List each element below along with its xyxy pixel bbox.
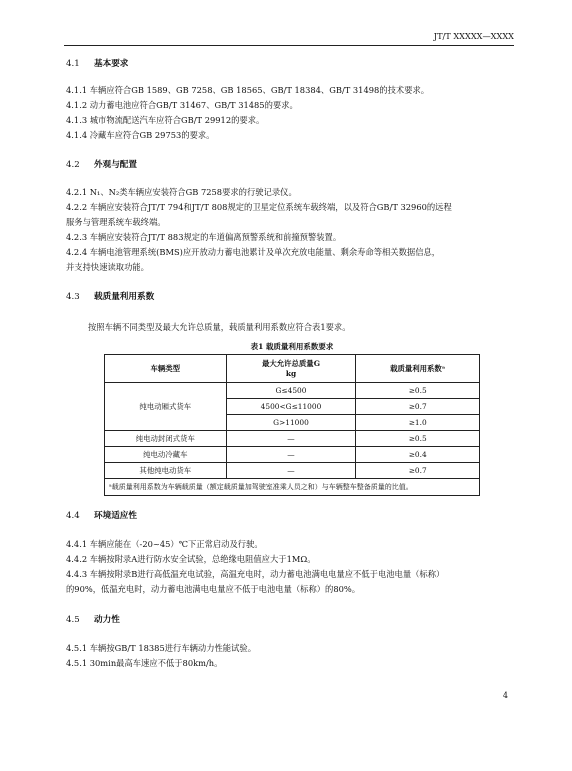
cell-coefficient: ≥0.5: [356, 431, 480, 447]
requirements-table: [104, 354, 480, 496]
section-number: 4.1: [66, 59, 80, 69]
page-number: 4: [502, 691, 508, 700]
paragraph-4-4-2: 4.4.2 车辆按附录A进行防水安全试验，总绝缘电阻值应大于1MΩ。: [66, 554, 316, 564]
table-row: [105, 383, 480, 399]
cell-vehicle-type: 纯电动厢式货车: [105, 383, 227, 431]
paragraph-4-5-1: 4.5.1 车辆按GB/T 18385进行车辆动力性能试验。: [66, 643, 256, 653]
paragraph-4-5-2: 4.5.1 30min最高车速应不低于80km/h。: [66, 658, 223, 668]
table-row: [105, 431, 480, 447]
section-title: 环境适应性: [94, 511, 137, 521]
paragraph-4-2-4-line2: 并支持快速读取功能。: [66, 262, 149, 272]
cell-coefficient: ≥1.0: [356, 415, 480, 431]
cell-vehicle-type: 纯电动冷藏车: [105, 447, 227, 463]
section-heading-4-1: [66, 58, 128, 70]
section-number: 4.4: [66, 511, 80, 521]
cell-mass: 4500<G≤11000: [226, 399, 356, 415]
paragraph-4-2-4-line1: 4.2.4 车辆电池管理系统(BMS)应开放动力蓄电池累计及单次充放电能量、剩余寿命等相关数据信息，: [66, 247, 441, 257]
cell-mass: —: [226, 431, 356, 447]
section-number: 4.2: [66, 160, 80, 170]
section-title: 动力性: [94, 615, 120, 625]
section-heading-4-3: [66, 291, 154, 303]
paragraph-4-4-3-line2: 的90%，低温充电时，动力蓄电池满电电量应不低于电池电量（标称）的80%。: [66, 584, 361, 594]
header-vehicle-type: 车辆类型: [105, 355, 227, 383]
paragraph-4-2-1: 4.2.1 N₁、N₂类车辆应安装符合GB 7258要求的行驶记录仪。: [66, 187, 297, 197]
header-max-mass-label: 最大允许总质量G: [261, 358, 320, 368]
paragraph-4-1-4: 4.1.4 冷藏车应符合GB 29753的要求。: [66, 130, 215, 140]
table-caption: 表1 载质量利用系数要求: [250, 342, 334, 351]
paragraph-4-1-1: 4.1.1 车辆应符合GB 1589、GB 7258、GB 18565、GB/T 18384、GB/T 31498的技术要求。: [66, 85, 430, 95]
document-code: JT/T XXXXX—XXXX: [433, 31, 514, 41]
cell-coefficient: ≥0.4: [356, 447, 480, 463]
cell-mass: G≤4500: [226, 383, 356, 399]
table-row: [105, 463, 480, 479]
paragraph-4-3-intro: 按照车辆不同类型及最大允许总质量，载质量利用系数应符合表1要求。: [88, 322, 351, 332]
cell-mass: —: [226, 463, 356, 479]
section-heading-4-2: [66, 159, 137, 171]
section-heading-4-5: [66, 614, 120, 626]
section-title: 基本要求: [94, 59, 129, 69]
section-number: 4.5: [66, 615, 80, 625]
section-title: 外观与配置: [94, 160, 137, 170]
cell-vehicle-type: 其他纯电动货车: [105, 463, 227, 479]
section-title: 载质量利用系数: [94, 292, 155, 302]
cell-mass: —: [226, 447, 356, 463]
cell-mass: G>11000: [226, 415, 356, 431]
paragraph-4-2-3: 4.2.3 车辆应安装符合JT/T 883规定的车道偏离预警系统和前撞预警装置。: [66, 232, 342, 242]
table-header-row: [105, 355, 480, 383]
header-rule: [64, 45, 514, 46]
paragraph-4-2-2-line1: 4.2.2 车辆应安装符合JT/T 794和JT/T 808规定的卫星定位系统车载终端，以及符合GB/T 32960的远程: [66, 202, 452, 212]
paragraph-4-1-2: 4.1.2 动力蓄电池应符合GB/T 31467、GB/T 31485的要求。: [66, 100, 298, 110]
header-max-mass-unit: kg: [285, 368, 297, 378]
paragraph-4-4-1: 4.4.1 车辆应能在（-20~45）℃下正常启动及行驶。: [66, 539, 263, 549]
table-footnote: ᵃ载质量利用系数为车辆载质量（额定载质量加驾驶室准乘人员之和）与车辆整车整备质量的比值。: [105, 479, 480, 496]
paragraph-4-1-3: 4.1.3 城市物流配送汽车应符合GB/T 29912的要求。: [66, 115, 265, 125]
cell-vehicle-type: 纯电动封闭式货车: [105, 431, 227, 447]
paragraph-4-4-3-line1: 4.4.3 车辆按附录B进行高低温充电试验，高温充电时，动力蓄电池满电电量应不低于电池电量（标称）: [66, 569, 445, 579]
cell-coefficient: ≥0.5: [356, 383, 480, 399]
section-heading-4-4: [66, 510, 137, 522]
cell-coefficient: ≥0.7: [356, 399, 480, 415]
header-coefficient: 载质量利用系数ᵃ: [356, 355, 480, 383]
header-max-mass: [226, 355, 356, 383]
paragraph-4-2-2-line2: 服务与管理系统车载终端。: [66, 217, 166, 227]
section-number: 4.3: [66, 292, 80, 302]
table-row: [105, 447, 480, 463]
cell-coefficient: ≥0.7: [356, 463, 480, 479]
table-note-row: [105, 479, 480, 496]
